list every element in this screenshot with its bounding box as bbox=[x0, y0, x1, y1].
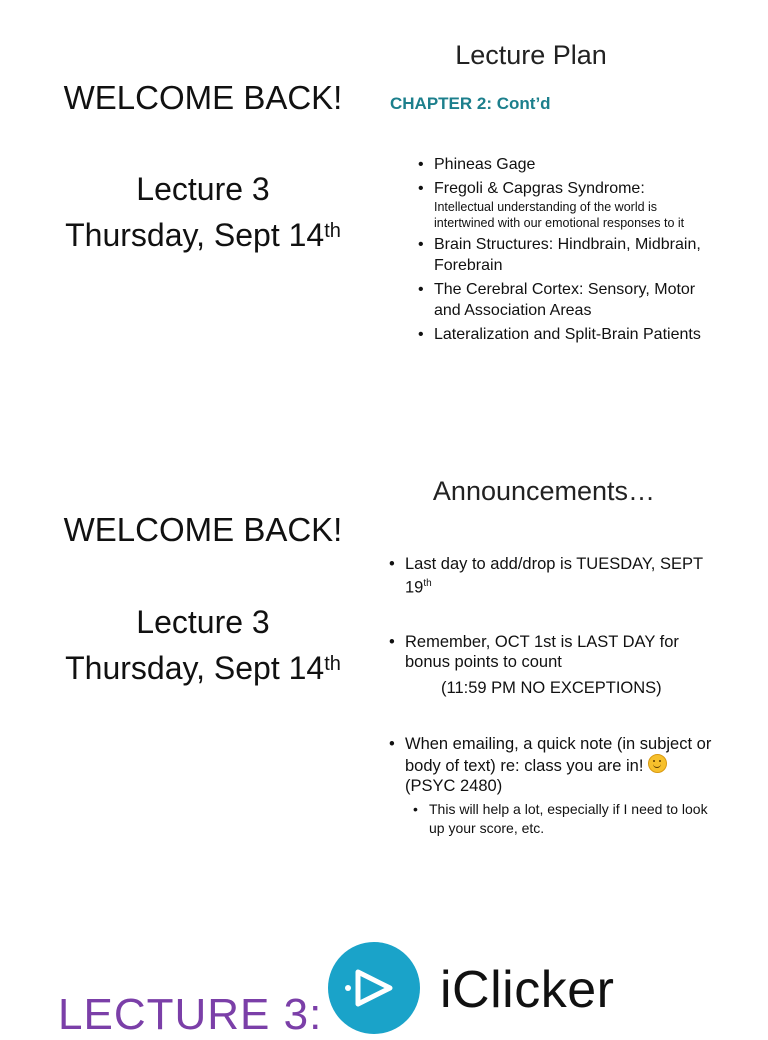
plan-item-text: The Cerebral Cortex: Sensory, Motor and Association Areas bbox=[434, 281, 696, 319]
announcement-subitem-text: This will help a lot, especially if I need to look up your score, etc. bbox=[429, 800, 708, 836]
announcements-title: Announcements… bbox=[432, 476, 656, 506]
announcement-sublist bbox=[405, 800, 719, 838]
announcement-text: Remember, OCT 1st is LAST DAY for bonus points to count bbox=[405, 632, 679, 671]
plan-item bbox=[418, 234, 718, 276]
announcement-text: Last day to add/drop is TUESDAY, SEPT 19 bbox=[405, 555, 703, 597]
chapter-heading: CHAPTER 2: Cont’d bbox=[390, 94, 551, 113]
welcome-heading-1: WELCOME BACK! bbox=[63, 79, 343, 116]
lecture-number-1: Lecture 3 bbox=[136, 171, 270, 207]
lecture-plan-title: Lecture Plan bbox=[455, 40, 607, 70]
lecture-date-text-1: Thursday, Sept 14 bbox=[65, 217, 325, 253]
welcome-heading-2: WELCOME BACK! bbox=[63, 511, 343, 548]
announcement-note: (11:59 PM NO EXCEPTIONS) bbox=[441, 678, 662, 697]
plan-item bbox=[418, 324, 718, 345]
announcement-item bbox=[389, 554, 719, 598]
lecture-date-2 bbox=[20, 645, 386, 691]
plan-item-text: Phineas Gage bbox=[434, 156, 536, 173]
smiley-icon bbox=[648, 754, 667, 773]
announcements-list bbox=[389, 554, 719, 838]
plan-item-text: Fregoli & Capgras Syndrome: bbox=[434, 180, 645, 197]
plan-item-note: Intellectual understanding of the world is intertwined with our emotional responses to it bbox=[434, 200, 685, 230]
play-icon bbox=[328, 942, 420, 1034]
announcement-text: When emailing, a quick note (in subject or body of text) re: class you are in! bbox=[405, 734, 712, 775]
plan-item bbox=[418, 154, 718, 175]
announcement-item bbox=[389, 734, 719, 838]
plan-item-text: Brain Structures: Hindbrain, Midbrain, Forebrain bbox=[434, 236, 701, 274]
lecture-date-suffix-1: th bbox=[324, 220, 341, 242]
iclicker-logo bbox=[328, 942, 420, 1034]
plan-item bbox=[418, 178, 718, 231]
lecture-3-title: LECTURE 3: bbox=[58, 990, 323, 1039]
lecture-date-text-2: Thursday, Sept 14 bbox=[65, 650, 325, 686]
announcement-item bbox=[389, 632, 719, 698]
iclicker-wordmark: iClicker bbox=[440, 961, 615, 1019]
announcement-subitem bbox=[413, 800, 719, 838]
lecture-number-2: Lecture 3 bbox=[136, 604, 270, 640]
plan-item bbox=[418, 279, 718, 321]
lecture-date-suffix-2: th bbox=[324, 653, 341, 675]
announcement-text-after: (PSYC 2480) bbox=[405, 776, 503, 795]
lecture-date-1 bbox=[20, 212, 386, 258]
lecture-plan-list bbox=[418, 154, 718, 348]
plan-item-text: Lateralization and Split-Brain Patients bbox=[434, 326, 701, 343]
announcement-suffix: th bbox=[423, 578, 432, 589]
